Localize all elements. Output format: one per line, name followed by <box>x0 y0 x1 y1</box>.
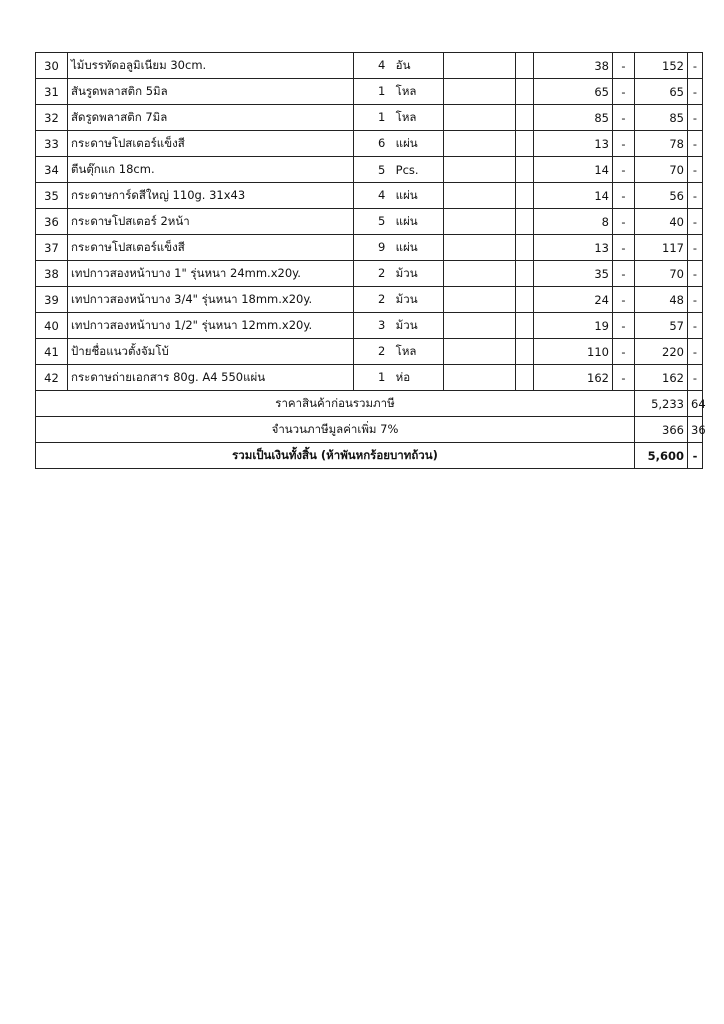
empty-cell <box>516 183 534 209</box>
item-qty-value: 2 <box>378 291 386 306</box>
item-unit-price: 13 <box>534 235 613 261</box>
item-amount-satang: - <box>688 53 703 79</box>
item-unit-price-satang: - <box>613 105 635 131</box>
item-description: กระดาษโปสเตอร์แข็งสี <box>68 131 354 157</box>
item-amount: 78 <box>635 131 688 157</box>
item-amount-satang: - <box>688 287 703 313</box>
item-unit: ห่อ <box>395 369 411 384</box>
empty-cell <box>516 53 534 79</box>
empty-cell <box>516 79 534 105</box>
item-quantity <box>354 209 444 235</box>
table-row <box>36 183 703 209</box>
empty-cell <box>444 313 516 339</box>
item-number: 37 <box>36 235 68 261</box>
item-amount-satang: - <box>688 339 703 365</box>
empty-cell <box>516 105 534 131</box>
item-qty-value: 6 <box>378 135 386 150</box>
subtotal-label: ราคาสินค้าก่อนรวมภาษี <box>36 391 635 417</box>
item-description: ป้ายชื่อแนวตั้งจัมโบ้ <box>68 339 354 365</box>
item-description: เทปกาวสองหน้าบาง 1" รุ่นหนา 24mm.x20y. <box>68 261 354 287</box>
item-qty-value: 9 <box>378 239 386 254</box>
item-unit-price: 162 <box>534 365 613 391</box>
item-number: 39 <box>36 287 68 313</box>
item-unit: แผ่น <box>395 213 418 228</box>
item-amount: 70 <box>635 261 688 287</box>
item-unit: ม้วน <box>395 317 418 332</box>
item-unit: ม้วน <box>395 265 418 280</box>
item-amount-satang: - <box>688 79 703 105</box>
item-qty-value: 5 <box>378 162 386 177</box>
item-description: เทปกาวสองหน้าบาง 3/4" รุ่นหนา 18mm.x20y. <box>68 287 354 313</box>
item-unit-price: 13 <box>534 131 613 157</box>
item-amount-satang: - <box>688 157 703 183</box>
item-unit-price: 14 <box>534 183 613 209</box>
table-row <box>36 157 703 183</box>
item-unit: โหล <box>395 109 417 124</box>
item-description: กระดาษโปสเตอร์แข็งสี <box>68 235 354 261</box>
empty-cell <box>516 339 534 365</box>
item-number: 34 <box>36 157 68 183</box>
item-unit-price: 8 <box>534 209 613 235</box>
item-description: กระดาษถ่ายเอกสาร 80g. A4 550แผ่น <box>68 365 354 391</box>
empty-cell <box>516 287 534 313</box>
item-quantity <box>354 365 444 391</box>
item-unit-price-satang: - <box>613 209 635 235</box>
item-unit-price-satang: - <box>613 79 635 105</box>
item-unit-price-satang: - <box>613 261 635 287</box>
item-amount: 56 <box>635 183 688 209</box>
item-description: สัดรูดพลาสติก 7มิล <box>68 105 354 131</box>
item-quantity <box>354 313 444 339</box>
item-rows <box>36 53 703 391</box>
item-amount: 70 <box>635 157 688 183</box>
empty-cell <box>516 157 534 183</box>
item-amount: 220 <box>635 339 688 365</box>
item-qty-value: 2 <box>378 343 386 358</box>
item-number: 38 <box>36 261 68 287</box>
item-quantity <box>354 157 444 183</box>
item-quantity <box>354 235 444 261</box>
item-qty-value: 1 <box>378 83 386 98</box>
table-row <box>36 131 703 157</box>
item-quantity <box>354 53 444 79</box>
table-row <box>36 365 703 391</box>
item-qty-value: 3 <box>378 317 386 332</box>
table-row <box>36 79 703 105</box>
item-unit-price-satang: - <box>613 365 635 391</box>
item-quantity <box>354 105 444 131</box>
empty-cell <box>444 157 516 183</box>
item-description: สันรูดพลาสติก 5มิล <box>68 79 354 105</box>
item-unit-price-satang: - <box>613 157 635 183</box>
item-quantity <box>354 261 444 287</box>
table-row <box>36 313 703 339</box>
item-number: 41 <box>36 339 68 365</box>
item-amount-satang: - <box>688 365 703 391</box>
subtotal-row <box>36 391 703 417</box>
summary-rows <box>36 391 706 469</box>
item-amount: 57 <box>635 313 688 339</box>
item-unit: ม้วน <box>395 291 418 306</box>
vat-baht: 366 <box>635 417 688 443</box>
item-description: ไม้บรรทัดอลูมิเนียม 30cm. <box>68 53 354 79</box>
item-quantity <box>354 339 444 365</box>
invoice-table <box>35 52 706 469</box>
item-number: 42 <box>36 365 68 391</box>
item-number: 35 <box>36 183 68 209</box>
subtotal-baht: 5,233 <box>635 391 688 417</box>
item-unit-price: 19 <box>534 313 613 339</box>
item-amount: 162 <box>635 365 688 391</box>
item-amount: 152 <box>635 53 688 79</box>
item-amount: 40 <box>635 209 688 235</box>
empty-cell <box>516 313 534 339</box>
item-quantity <box>354 287 444 313</box>
vat-satang: 36 <box>688 417 703 443</box>
empty-cell <box>444 131 516 157</box>
item-unit-price: 14 <box>534 157 613 183</box>
item-unit-price: 38 <box>534 53 613 79</box>
item-unit: Pcs. <box>395 162 419 177</box>
item-amount-satang: - <box>688 105 703 131</box>
empty-cell <box>444 339 516 365</box>
item-number: 36 <box>36 209 68 235</box>
item-description: กระดาษการ์ดสีใหญ่ 110g. 31x43 <box>68 183 354 209</box>
empty-cell <box>516 209 534 235</box>
total-label: รวมเป็นเงินทั้งสิ้น (ห้าพันหกร้อยบาทถ้วน) <box>36 443 635 469</box>
item-unit-price-satang: - <box>613 183 635 209</box>
empty-cell <box>516 261 534 287</box>
item-description: กระดาษโปสเตอร์ 2หน้า <box>68 209 354 235</box>
item-unit-price-satang: - <box>613 287 635 313</box>
item-number: 32 <box>36 105 68 131</box>
item-amount-satang: - <box>688 261 703 287</box>
item-amount-satang: - <box>688 313 703 339</box>
table-row <box>36 261 703 287</box>
table-row <box>36 105 703 131</box>
table-row <box>36 209 703 235</box>
empty-cell <box>444 261 516 287</box>
item-qty-value: 4 <box>378 57 386 72</box>
table-row <box>36 235 703 261</box>
item-unit-price-satang: - <box>613 235 635 261</box>
item-amount: 117 <box>635 235 688 261</box>
empty-cell <box>444 235 516 261</box>
item-unit-price: 24 <box>534 287 613 313</box>
empty-cell <box>444 105 516 131</box>
item-quantity <box>354 183 444 209</box>
item-qty-value: 5 <box>378 213 386 228</box>
total-satang: - <box>688 443 703 469</box>
item-amount-satang: - <box>688 131 703 157</box>
item-quantity <box>354 131 444 157</box>
item-unit: แผ่น <box>395 135 418 150</box>
item-number: 33 <box>36 131 68 157</box>
empty-cell <box>444 209 516 235</box>
empty-cell <box>444 183 516 209</box>
item-amount: 85 <box>635 105 688 131</box>
item-unit: แผ่น <box>395 187 418 202</box>
item-amount-satang: - <box>688 183 703 209</box>
item-unit: โหล <box>395 343 417 358</box>
empty-cell <box>516 131 534 157</box>
empty-cell <box>444 53 516 79</box>
vat-label: จำนวนภาษีมูลค่าเพิ่ม 7% <box>36 417 635 443</box>
item-unit: แผ่น <box>395 239 418 254</box>
table-row <box>36 287 703 313</box>
item-number: 40 <box>36 313 68 339</box>
empty-cell <box>444 365 516 391</box>
item-amount-satang: - <box>688 235 703 261</box>
item-unit-price-satang: - <box>613 313 635 339</box>
empty-cell <box>516 365 534 391</box>
item-qty-value: 1 <box>378 109 386 124</box>
item-amount-satang: - <box>688 209 703 235</box>
item-unit-price: 35 <box>534 261 613 287</box>
table-row <box>36 339 703 365</box>
empty-cell <box>516 235 534 261</box>
total-baht: 5,600 <box>635 443 688 469</box>
item-description: ตีนตุ๊กแก 18cm. <box>68 157 354 183</box>
item-unit-price: 110 <box>534 339 613 365</box>
empty-cell <box>444 79 516 105</box>
vat-row <box>36 417 703 443</box>
item-unit: อัน <box>395 57 411 72</box>
item-amount: 65 <box>635 79 688 105</box>
item-unit-price: 85 <box>534 105 613 131</box>
item-unit-price-satang: - <box>613 131 635 157</box>
item-qty-value: 2 <box>378 265 386 280</box>
item-number: 30 <box>36 53 68 79</box>
item-unit-price-satang: - <box>613 339 635 365</box>
item-amount: 48 <box>635 287 688 313</box>
item-description: เทปกาวสองหน้าบาง 1/2" รุ่นหนา 12mm.x20y. <box>68 313 354 339</box>
item-qty-value: 1 <box>378 369 386 384</box>
item-qty-value: 4 <box>378 187 386 202</box>
item-quantity <box>354 79 444 105</box>
total-row <box>36 443 703 469</box>
item-unit-price: 65 <box>534 79 613 105</box>
empty-cell <box>444 287 516 313</box>
item-unit-price-satang: - <box>613 53 635 79</box>
item-unit: โหล <box>395 83 417 98</box>
item-number: 31 <box>36 79 68 105</box>
table-row <box>36 53 703 79</box>
subtotal-satang: 64 <box>688 391 703 417</box>
